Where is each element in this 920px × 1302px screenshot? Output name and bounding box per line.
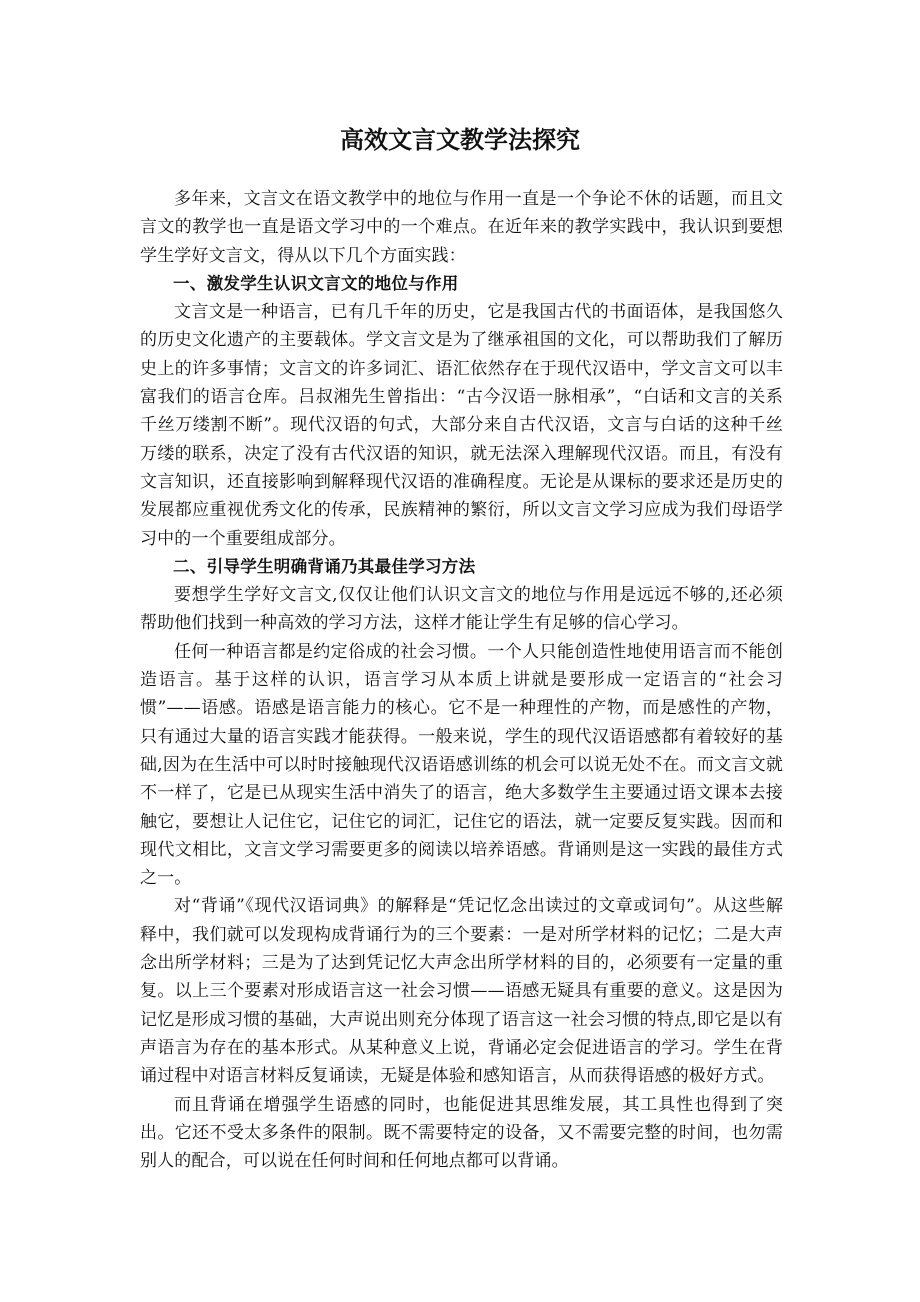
section-2-paragraph-3: 对“背诵”《现代汉语词典》的解释是“凭记忆念出读过的文章或词句”。从这些解释中，我们就可以发现构成背诵行为的三个要素：一是对所学材料的记忆；二是大声念出所学材料；三是为了达到凭记忆大声念出所学材料的目的，必须要有一定量的重复。以上三个要素对形成语言这一社会习惯——语感无疑具有重要的意义。这是因为记忆是形成习惯的基础，大声说出则充分体现了语言这一社会习惯的特点,即它是以有声语言为存在的基本形式。从某种意义上说，背诵必定会促进语言的学习。学生在背诵过程中对语言材料反复诵读，无疑是体验和感知语言，从而获得语感的极好方式。 (140, 896, 783, 1087)
section-2-paragraph-4: 而且背诵在增强学生语感的同时，也能促进其思维发展，其工具性也得到了突出。它还不受太多条件的限制。既不需要特定的设备，又不需要完整的时间，也勿需别人的配合，可以说在任何时间和任何地点都可以背诵。 (140, 1094, 783, 1172)
intro-paragraph: 多年来，文言文在语文教学中的地位与作用一直是一个争论不休的话题，而且文言文的教学也一直是语文学习中的一个难点。在近年来的教学实践中，我认识到要想学生学好文言文，得从以下几个方面实践： (140, 189, 783, 266)
document-title: 高效文言文教学法探究 (340, 126, 580, 154)
document-body (140, 185, 783, 1175)
section-heading-2: 二、引导学生明确背诵乃其最佳学习方法 (173, 556, 476, 576)
section-heading-1: 一、激发学生认识文言文的地位与作用 (173, 273, 459, 293)
section-2-paragraph-1: 要想学生学好文言文,仅仅让他们认识文言文的地位与作用是远远不够的,还必须帮助他们找到一种高效的学习方法，这样才能让学生有足够的信心学习。 (140, 585, 783, 634)
section-2-paragraph-2: 任何一种语言都是约定俗成的社会习惯。一个人只能创造性地使用语言而不能创造语言。基于这样的认识，语言学习从本质上讲就是要形成一定语言的“社会习惯”——语感。语感是语言能力的核心。它不是一种理性的产物，而是感性的产物，只有通过大量的语言实践才能获得。一般来说，学生的现代汉语语感都有着较好的基础,因为在生活中可以时时接触现代汉语语感训练的机会可以说无处不在。而文言文就不一样了，它是已从现实生活中消失了的语言，绝大多数学生主要通过语文课本去接触它，要想让人记住它，记住它的词汇，记住它的语法，就一定要反复实践。因而和现代文相比，文言文学习需要更多的阅读以培养语感。背诵则是这一实践的最佳方式之一。 (140, 641, 783, 889)
section-1-paragraph: 文言文是一种语言，已有几千年的历史，它是我国古代的书面语体，是我国悠久的历史文化遗产的主要载体。学文言文是为了继承祖国的文化，可以帮助我们了解历史上的许多事情；文言文的许多词汇、语汇依然存在于现代汉语中，学文言文可以丰富我们的语言仓库。吕叔湘先生曾指出：“古今汉语一脉相承”，“白话和文言的关系千丝万缕割不断”。现代汉语的句式，大部分来自古代汉语，文言与白话的这种千丝万缕的联系，决定了没有古代汉语的知识，就无法深入理解现代汉语。而且，有没有文言知识，还直接影响到解释现代汉语的准确程度。无论是从课标的要求还是历史的发展都应重视优秀文化的传承，民族精神的繁衍，所以文言文学习应成为我们母语学习中的一个重要组成部分。 (140, 302, 783, 549)
